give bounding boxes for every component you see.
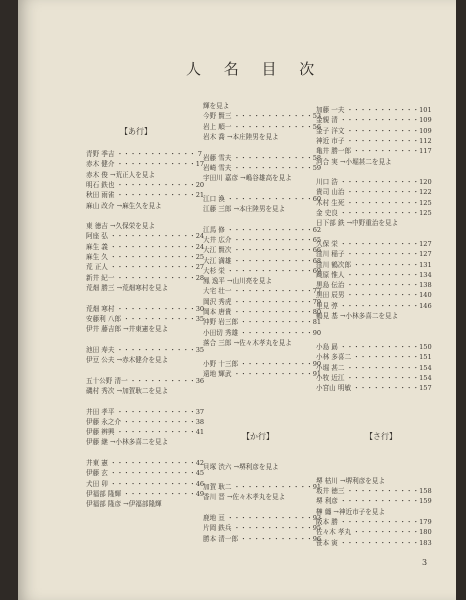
index-entry: 日下部 鉄 →中野重治を見よ — [316, 219, 399, 228]
index-entry: 加藤 一夫 ・・・・・・・・・・・101 — [316, 106, 432, 114]
index-entry: 黒田 辰男 ・・・・・・・・・・・140 — [316, 291, 432, 300]
index-entry: 赤木 健介 ・・・・・・・・・・・・17 — [86, 160, 205, 169]
index-entry: 遠地 輝武 ・・・・・・・・・・・・91 — [203, 369, 322, 378]
index-entry: 江馬 修 ・・・・・・・・・・・・・62 — [203, 225, 322, 234]
page-title: 人 名 目 次 — [186, 60, 324, 78]
index-entry: 貝塚 渋六 →堺利彦を見よ — [203, 462, 279, 471]
index-entry: 岩木 喬 →本庄陸男を見よ — [203, 132, 279, 141]
index-entry: 小田切 秀雄 ・・・・・・・・・・・90 — [203, 328, 322, 337]
index-entry: 大江 満雄 ・・・・・・・・・・・・68 — [203, 256, 322, 265]
index-entry: 沖野 岩三郎 ・・・・・・・・・・・81 — [203, 318, 322, 327]
index-entry: 榊 纏 →神近市子を見よ — [316, 507, 386, 516]
index-entry: 東 徳吉 →久保栄を見よ — [86, 222, 156, 231]
index-entry: 大宅 壮一 ・・・・・・・・・・・・77 — [203, 287, 322, 296]
index-entry: 小野 十三郎 ・・・・・・・・・・・90 — [203, 359, 322, 368]
index-entry: 岩上 順一 ・・・・・・・・・・・・56 — [203, 122, 322, 131]
index-entry: 鶴見 基 →小林多喜二を見よ — [316, 312, 399, 320]
index-entry: 川口 浩 ・・・・・・・・・・・・120 — [316, 178, 432, 187]
index-entry: 五十公野 清一 ・・・・・・・・・・36 — [86, 376, 205, 385]
index-entry: 岩崎 雪夫 ・・・・・・・・・・・・59 — [203, 163, 322, 172]
index-entry: 阪本 勝 ・・・・・・・・・・・・179 — [316, 518, 432, 526]
index-entry: 小堀 甚二 ・・・・・・・・・・・154 — [316, 363, 432, 372]
index-entry: 木村 生死 ・・・・・・・・・・・125 — [316, 198, 432, 207]
index-entry: 伊藤 永之介 ・・・・・・・・・・・38 — [86, 417, 205, 426]
index-page — [18, 0, 456, 600]
index-entry: 神近 市子 ・・・・・・・・・・・112 — [316, 136, 432, 145]
index-entry: 金親 清 ・・・・・・・・・・・・109 — [316, 116, 432, 125]
index-entry: 香川 晋 →佐々木孝丸を見よ — [203, 493, 286, 502]
section-heading-a-row: 【あ行】 — [120, 127, 152, 136]
index-entry: 赤木 俊 →荒正人を見よ — [86, 170, 156, 179]
index-entry: 久保 栄 ・・・・・・・・・・・・127 — [316, 239, 432, 248]
index-entry: 里見 弴 ・・・・・・・・・・・・146 — [316, 301, 432, 310]
index-entry: 加賀 耿二 ・・・・・・・・・・・・91 — [203, 483, 322, 492]
index-entry: 片岡 鉄兵 ・・・・・・・・・・・・95 — [203, 524, 322, 533]
index-entry: 勝本 清一郎 ・・・・・・・・・・・96 — [203, 534, 322, 543]
index-entry: 秋田 雨雀 ・・・・・・・・・・・・21 — [86, 191, 205, 200]
index-entry: 荒 正人 ・・・・・・・・・・・・・27 — [86, 263, 205, 272]
index-entry: 大井 広介 ・・・・・・・・・・・・65 — [203, 235, 322, 244]
index-entry: 池田 寿夫 ・・・・・・・・・・・・35 — [86, 345, 205, 354]
index-entry: 伊藤 玄 ・・・・・・・・・・・・・45 — [86, 469, 205, 478]
index-entry: 貴司 山治 ・・・・・・・・・・・122 — [316, 188, 432, 197]
index-entry: 伊福部 隆輝 ・・・・・・・・・・・49 — [86, 489, 205, 498]
index-entry: 磯村 秀次 →加賀耿二を見よ — [86, 386, 169, 395]
index-entry: 小林 多喜二 ・・・・・・・・・・151 — [316, 353, 432, 362]
index-entry: 麻生 義 ・・・・・・・・・・・・・24 — [86, 242, 205, 251]
index-entry: 伊井 藤吉郎 →井東憲を見よ — [86, 325, 169, 334]
index-entry: 堺 枯川 →堺利彦を見よ — [316, 476, 386, 485]
index-entry: 河合 実 →小堀甚二を見よ — [316, 157, 392, 166]
index-entry: 堺 利彦 ・・・・・・・・・・・・159 — [316, 497, 432, 506]
index-entry: 笹本 寅 ・・・・・・・・・・・・183 — [316, 538, 432, 547]
index-entry: 新井 紀一 ・・・・・・・・・・・・28 — [86, 273, 205, 282]
index-entry: 亀井 勝一郎 ・・・・・・・・・・117 — [316, 147, 432, 156]
index-entry: 小島 勗 ・・・・・・・・・・・・150 — [316, 342, 432, 351]
index-entry: 小宮山 明敏 ・・・・・・・・・・157 — [316, 384, 432, 393]
index-entry: 麻山 改介 →麻生久を見よ — [86, 201, 162, 210]
index-entry: 佐々木 孝丸 ・・・・・・・・・・180 — [316, 528, 432, 537]
index-entry: 井東 憲 ・・・・・・・・・・・・・42 — [86, 459, 205, 467]
index-entry: 阿座 弘 ・・・・・・・・・・・・・24 — [86, 232, 205, 241]
index-entry: 伊藤 継 →小林多喜二を見よ — [86, 438, 169, 447]
index-entry: 伊福部 隆彦 →伊福部隆輝 — [86, 500, 162, 509]
index-entry: 輝を見よ — [203, 102, 230, 110]
index-entry: 江藤 三郎 →本庄陸男を見よ — [203, 205, 286, 213]
index-entry: 蔵原 惟人 ・・・・・・・・・・・134 — [316, 270, 432, 279]
index-entry: 岡沢 秀虎 ・・・・・・・・・・・・79 — [203, 297, 322, 306]
index-entry: 伊藤 辨興 ・・・・・・・・・・・・41 — [86, 428, 205, 437]
index-entry: 伊豆 公夫 →赤木健介を見よ — [86, 356, 169, 364]
index-entry: 江口 渙 ・・・・・・・・・・・・・60 — [203, 194, 322, 203]
page-number: 3 — [422, 558, 428, 567]
index-entry: 明石 鉄也 ・・・・・・・・・・・・20 — [86, 180, 205, 189]
index-entry: 岡本 唐貴 ・・・・・・・・・・・・80 — [203, 308, 322, 316]
index-entry: 黒島 伝治 ・・・・・・・・・・・138 — [316, 281, 432, 290]
index-entry: 犬田 卯 ・・・・・・・・・・・・・46 — [86, 479, 205, 488]
index-entry: 窪川 鶴次郎 ・・・・・・・・・・131 — [316, 260, 432, 269]
index-entry: 鳳 逸平 →山川亮を見よ — [203, 277, 273, 286]
index-entry: 窪川 稲子 ・・・・・・・・・・・127 — [316, 250, 432, 259]
index-entry: 宇田川 嘉彦 →嶋谷雄高を見よ — [203, 174, 292, 183]
index-entry: 鹿地 亘 ・・・・・・・・・・・・・93 — [203, 514, 322, 522]
section-heading-sa-row: 【さ行】 — [365, 432, 397, 441]
index-entry: 荒畑 寒村 ・・・・・・・・・・・・30 — [86, 304, 205, 313]
index-entry: 荒畑 勝三 →荒畑寒村を見よ — [86, 283, 169, 292]
index-entry: 岩藤 雪夫 ・・・・・・・・・・・・58 — [203, 153, 322, 162]
section-heading-ka-row: 【か行】 — [242, 432, 274, 441]
index-entry: 金子 洋文 ・・・・・・・・・・・109 — [316, 126, 432, 135]
index-entry: 坂井 徳三 ・・・・・・・・・・・158 — [316, 487, 432, 496]
index-entry: 小牧 近江 ・・・・・・・・・・・154 — [316, 373, 432, 382]
index-entry: 麻生 久 ・・・・・・・・・・・・・25 — [86, 253, 205, 261]
index-entry: 井田 孝平 ・・・・・・・・・・・・37 — [86, 407, 205, 416]
index-entry: 金 史良 ・・・・・・・・・・・・125 — [316, 209, 432, 217]
index-entry: 今野 賢三 ・・・・・・・・・・・・53 — [203, 112, 322, 121]
index-entry: 大杉 栄 ・・・・・・・・・・・・・69 — [203, 266, 322, 275]
index-entry: 落合 三郎 →佐々木孝丸を見よ — [203, 338, 292, 347]
index-entry: 大江 賢次 ・・・・・・・・・・・・66 — [203, 246, 322, 255]
index-entry: 安藤利 八郎 ・・・・・・・・・・・35 — [86, 314, 205, 323]
index-entry: 青野 季吉 ・・・・・・・・・・・・ 7 — [86, 150, 202, 158]
